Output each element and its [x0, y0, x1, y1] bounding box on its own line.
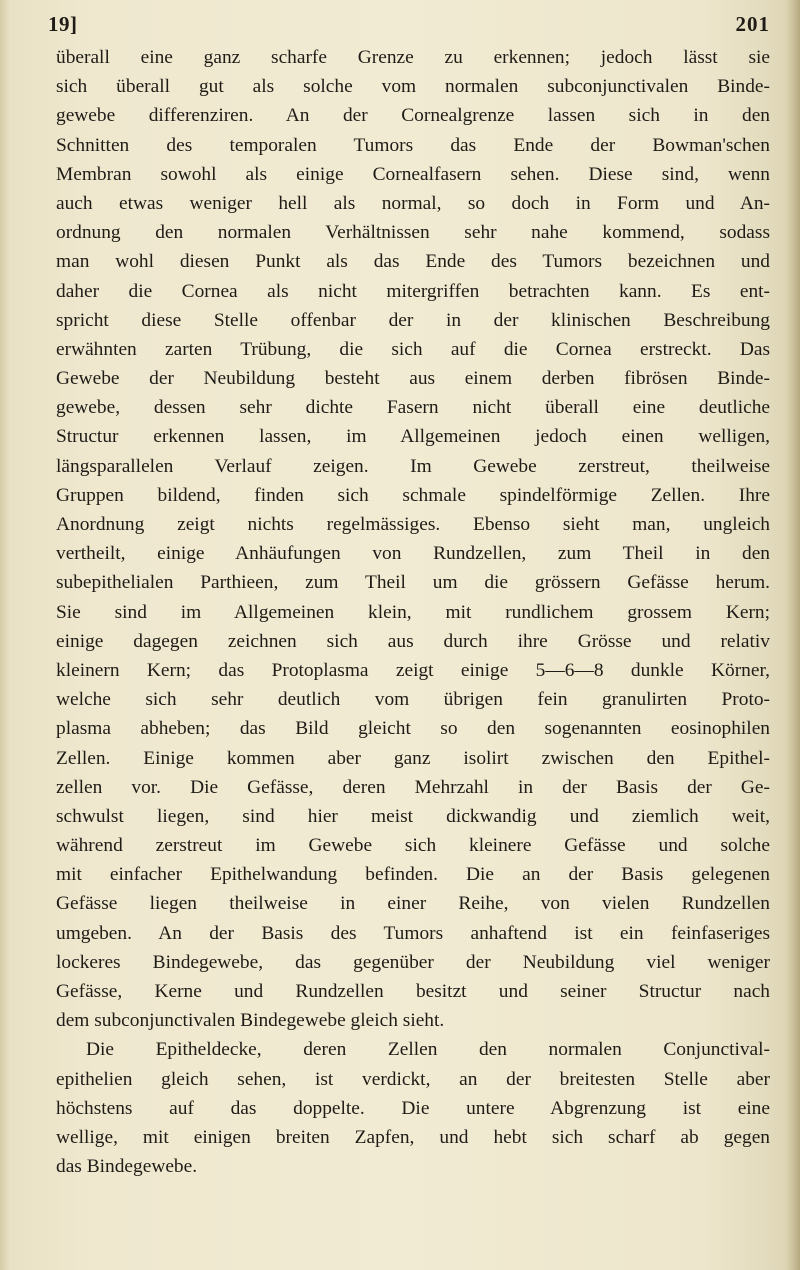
text-line: zellen vor. Die Gefässe, deren Mehrzahl in der Basis der Ge-	[56, 776, 770, 798]
text-line: spricht diese Stelle offenbar der in der klinischen Beschreibung	[56, 309, 770, 331]
text-line: schwulst liegen, sind hier meist dickwandig und ziemlich weit,	[56, 805, 770, 827]
text-line: plasma abheben; das Bild gleicht so den sogenannten eosinophilen	[56, 718, 770, 740]
text-line: kleinern Kern; das Protoplasma zeigt einige 5—6—8 dunkle Körner,	[56, 659, 770, 681]
text-line: dem subconjunctivalen Bindegewebe gleich sieht.	[56, 1010, 445, 1032]
page-number: 201	[735, 12, 770, 36]
text-line: gewebe, dessen sehr dichte Fasern nicht überall eine deutliche	[56, 397, 770, 419]
text-line: subepithelialen Parthieen, zum Theil um die grössern Gefässe herum.	[56, 572, 770, 594]
text-line: Schnitten des temporalen Tumors das Ende der Bowman'schen	[56, 134, 770, 156]
text-line: längsparallelen Verlauf zeigen. Im Gewebe zerstreut, theilweise	[56, 455, 770, 477]
text-line: Membran sowohl als einige Cornealfasern sehen. Diese sind, wenn	[56, 163, 770, 185]
text-line: umgeben. An der Basis des Tumors anhaftend ist ein feinfaseriges	[56, 922, 770, 944]
text-line: das Bindegewebe.	[56, 1156, 198, 1178]
text-line: Gefässe liegen theilweise in einer Reihe, von vielen Rundzellen	[56, 893, 770, 915]
text-line: man wohl diesen Punkt als das Ende des Tumors bezeichnen und	[56, 251, 770, 273]
text-line: überall eine ganz scharfe Grenze zu erkennen; jedoch lässt sie	[56, 47, 770, 68]
text-line: während zerstreut im Gewebe sich kleinere Gefässe und solche	[56, 835, 770, 857]
page-header	[48, 12, 770, 42]
text-line: höchstens auf das doppelte. Die untere Abgrenzung ist eine	[56, 1097, 770, 1119]
text-line: Gewebe der Neubildung besteht aus einem derben fibrösen Binde-	[56, 368, 770, 390]
text-line: Sie sind im Allgemeinen klein, mit rundlichem grossem Kern;	[56, 601, 770, 623]
text-line: Anordnung zeigt nichts regelmässiges. Ebenso sieht man, ungleich	[56, 514, 770, 535]
text-line: auch etwas weniger hell als normal, so doch in Form und An-	[56, 192, 770, 214]
text-line: epithelien gleich sehen, ist verdickt, an der breitesten Stelle aber	[56, 1068, 770, 1090]
text-line: Structur erkennen lassen, im Allgemeinen jedoch einen welligen,	[56, 426, 770, 448]
text-line: daher die Cornea als nicht mitergriffen betrachten kann. Es ent-	[56, 280, 770, 302]
text-line: erwähnten zarten Trübung, die sich auf die Cornea erstreckt. Das	[56, 338, 770, 360]
page-binding-shadow	[0, 0, 10, 1270]
text-line: ordnung den normalen Verhältnissen sehr nahe kommend, sodass	[56, 222, 770, 244]
text-line: vertheilt, einige Anhäufungen von Rundzellen, zum Theil in den	[56, 543, 770, 565]
text-line: Gefässe, Kerne und Rundzellen besitzt und seiner Structur nach	[56, 981, 770, 1002]
text-line: Zellen. Einige kommen aber ganz isolirt zwischen den Epithel-	[56, 747, 770, 769]
section-number: 19]	[48, 12, 78, 36]
text-line: einige dagegen zeichnen sich aus durch ihre Grösse und relativ	[56, 630, 770, 652]
page-edge-shadow	[786, 0, 800, 1270]
text-line: lockeres Bindegewebe, das gegenüber der Neubildung viel weniger	[56, 951, 770, 973]
text-line: wellige, mit einigen breiten Zapfen, und hebt sich scharf ab gegen	[56, 1126, 770, 1148]
text-line: mit einfacher Epithelwandung befinden. Die an der Basis gelegenen	[56, 864, 770, 886]
text-line: sich überall gut als solche vom normalen subconjunctivalen Binde-	[56, 76, 770, 98]
text-line: welche sich sehr deutlich vom übrigen fein granulirten Proto-	[56, 689, 770, 711]
text-line: Gruppen bildend, finden sich schmale spindelförmige Zellen. Ihre	[56, 484, 770, 506]
body-text	[56, 43, 770, 1181]
text-line: gewebe differenziren. An der Cornealgrenze lassen sich in den	[56, 105, 770, 127]
text-line: Die Epitheldecke, deren Zellen den normalen Conjunctival-	[86, 1039, 770, 1061]
